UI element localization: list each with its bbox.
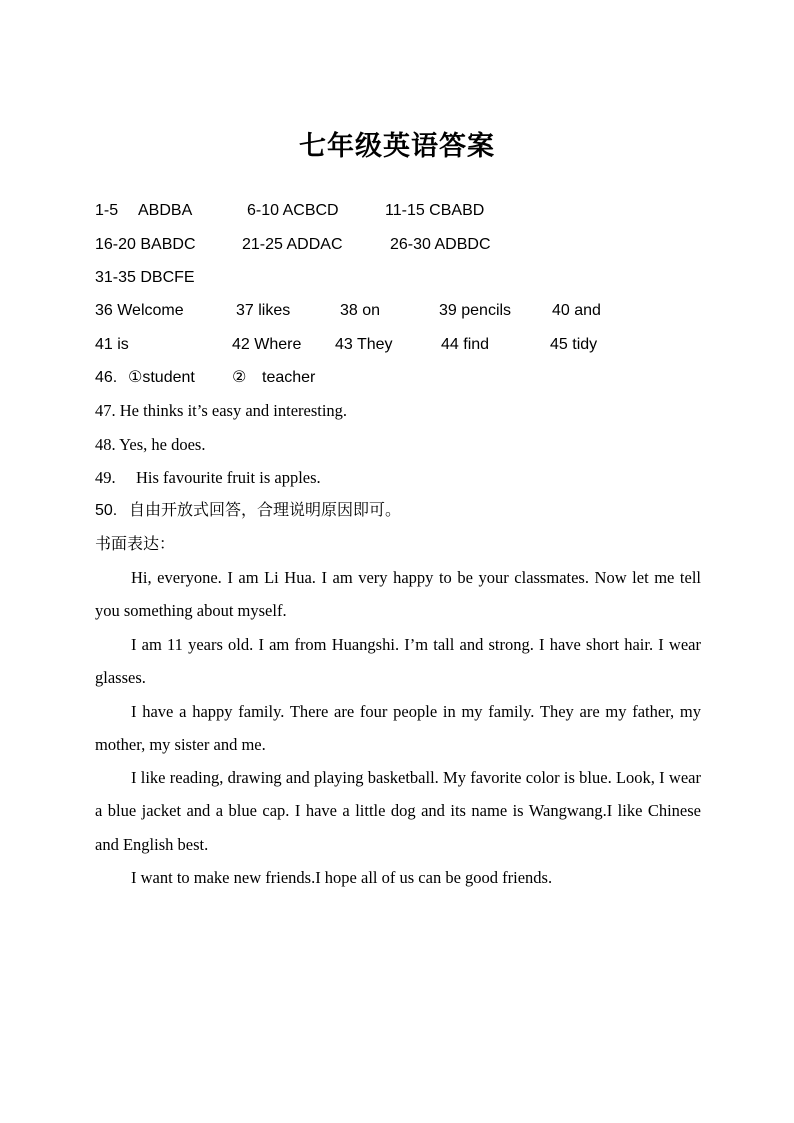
answer-value: 37 likes <box>236 302 291 319</box>
answer-value: 6-10 ACBCD <box>247 202 339 219</box>
answer-text: 47. He thinks it’s easy and interesting. <box>95 401 348 420</box>
essay-paragraph-1: Hi, everyone. I am Li Hua. I am very happy to be your classmates. Now let me tell you something about myself. <box>95 568 701 621</box>
question-number: 46. <box>95 369 118 386</box>
question-number: 50. <box>95 502 118 519</box>
writing-heading <box>95 534 175 556</box>
answer-value: 11-15 CBABD <box>385 202 485 219</box>
essay-paragraph-4: I like reading, drawing and playing basketball. My favorite color is blue. Look, I wear a blue jacket and a blue cap. I have a little dog and its name is Wangwang.I like Chinese and English best. <box>95 768 701 854</box>
essay-paragraph-2: I am 11 years old. I am from Huangshi. I’m tall and strong. I have short hair. I wear glasses. <box>95 635 701 688</box>
answer-marker: ② <box>232 369 247 386</box>
answer-value: 38 on <box>340 302 381 319</box>
answer-47 <box>95 400 347 422</box>
answer-label: 1-5 <box>95 202 119 219</box>
essay-paragraph-5: I want to make new friends.I hope all of us can be good friends. <box>131 868 553 887</box>
essay-paragraph-3: I have a happy family. There are four people in my family. They are my father, my mother, my sister and me. <box>95 702 701 755</box>
answer-value: 44 find <box>441 336 490 353</box>
answer-value: ABDBA <box>138 202 193 219</box>
question-number: 49. <box>95 468 116 487</box>
section-heading: 书面表达： <box>95 536 176 553</box>
answer-48 <box>95 434 205 456</box>
answer-text: His favourite fruit is apples. <box>136 468 321 487</box>
answer-value: ①student <box>128 369 195 386</box>
answer-value: 26-30 ADBDC <box>390 236 491 253</box>
answer-value: 36 Welcome <box>95 302 184 319</box>
answer-value: 41 is <box>95 336 129 353</box>
answer-value: 16-20 BABDC <box>95 236 196 253</box>
answer-value: 21-25 ADDAC <box>242 236 343 253</box>
answer-value: teacher <box>262 369 316 386</box>
answer-value: 43 They <box>335 336 393 353</box>
answer-text: 自由开放式回答，合理说明原因即可。 <box>129 502 402 519</box>
page-title: 七年级英语答案 <box>299 131 495 162</box>
answer-value: 39 pencils <box>439 302 512 319</box>
answer-value: 31-35 DBCFE <box>95 269 195 286</box>
answer-text: 48. Yes, he does. <box>95 435 206 454</box>
answer-value: 42 Where <box>232 336 302 353</box>
answer-value: 45 tidy <box>550 336 598 353</box>
answer-value: 40 and <box>552 302 601 319</box>
